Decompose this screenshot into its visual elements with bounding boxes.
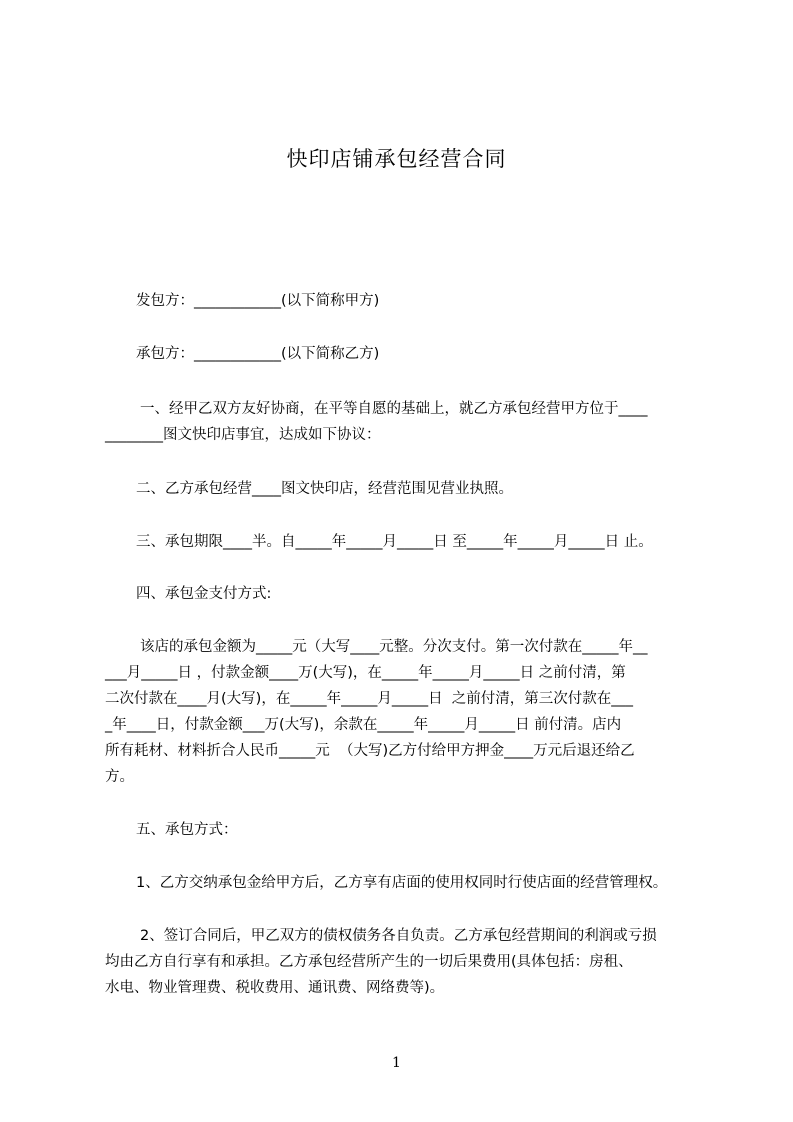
paragraph-line: 发包方：____________(以下简称甲方) <box>136 293 380 309</box>
paragraph-line: 均由乙方自行享有和承担。乙方承包经营所产生的一切后果费用(具体包括：房租、 <box>105 954 633 970</box>
document-title: 快印店铺承包经营合同 <box>286 147 507 171</box>
paragraph-line: 五、承包方式： <box>136 822 238 838</box>
paragraph-line: 2、签订合同后，甲乙双方的债权债务各自负责。乙方承包经营期间的利润或亏损 <box>140 928 657 944</box>
paragraph-line: ___月_____日 ，付款金额____万(大写)，在_____年_____月_____日 之前付清，第 <box>105 665 626 681</box>
paragraph-line: 1、乙方交纳承包金给甲方后，乙方享有店面的使用权同时行使店面的经营管理权。 <box>136 875 668 891</box>
page-number: 1 <box>392 1055 401 1071</box>
paragraph-line: 水电、物业管理费、税收费用、通讯费、网络费等)。 <box>105 980 445 996</box>
paragraph-line: 四、承包金支付方式: <box>136 586 272 602</box>
paragraph-line: 所有耗材、材料折合人民币_____元 （大写)乙方付给甲方押金____万元后退还给乙 <box>105 743 635 759</box>
paragraph-line: 二、乙方承包经营____图文快印店，经营范围见营业执照。 <box>136 481 513 497</box>
paragraph-line: 一、经甲乙双方友好协商，在平等自愿的基础上，就乙方承包经营甲方位于____ <box>140 401 648 417</box>
paragraph-line: _年____日，付款金额___万(大写)，余款在_____年_____月_____日 前付清。店内 <box>105 717 622 733</box>
paragraph-line: 该店的承包金额为_____元（大写____元整。分次支付。第一次付款在_____年__ <box>140 639 648 655</box>
paragraph-line: 三、承包期限____半。自_____年_____月_____日 至_____年_____月_____日 止。 <box>136 534 653 550</box>
paragraph-line: 二次付款在____月(大写)，在_____年_____月_____日 之前付清，第三次付款在___ <box>105 691 634 707</box>
paragraph-line: ________图文快印店事宜，达成如下协议： <box>105 427 381 443</box>
paragraph-line: 方。 <box>105 769 134 785</box>
paragraph-line: 承包方：____________(以下简称乙方) <box>136 346 380 362</box>
